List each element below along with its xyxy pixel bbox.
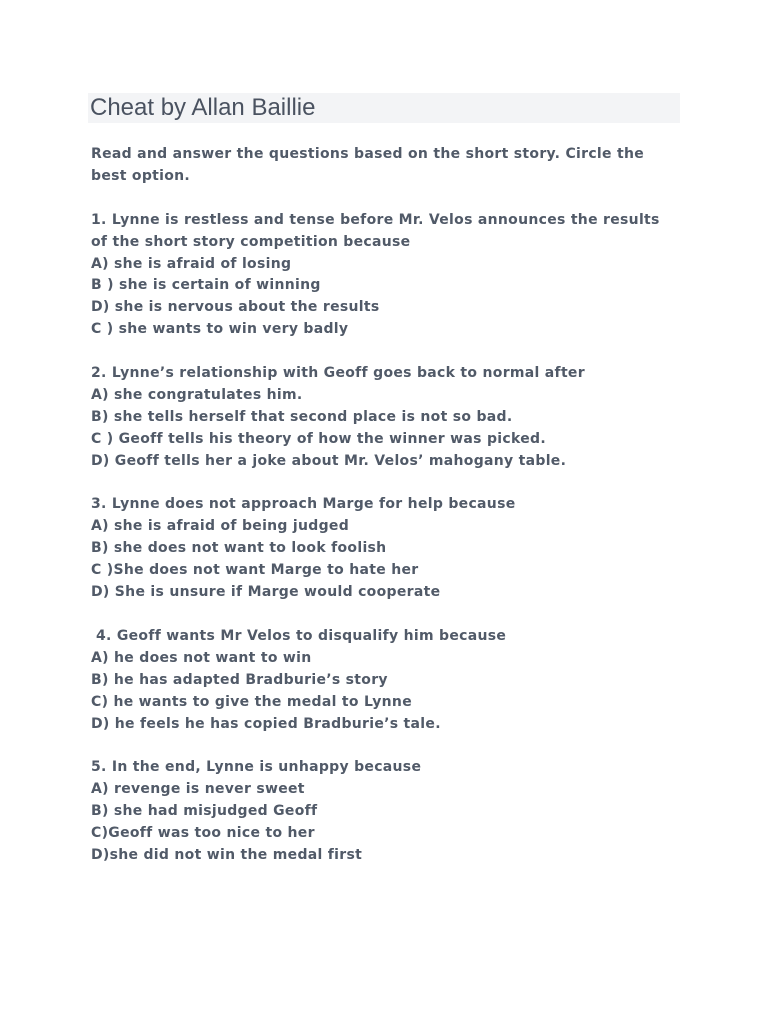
instructions-line: Read and answer the questions based on the short story. Circle the	[91, 146, 645, 162]
answer-option: A) revenge is never sweet	[91, 781, 305, 798]
question-stem: 5. In the end, Lynne is unhappy because	[91, 759, 422, 776]
title-bar	[88, 93, 680, 123]
instructions-line: best option.	[91, 167, 191, 184]
answer-option: B) she does not want to look foolish	[91, 540, 387, 557]
answer-option: A) she is afraid of losing	[91, 255, 292, 272]
answer-option: D)she did not win the medal first	[91, 846, 363, 863]
answer-option: D) he feels he has copied Bradburie’s tale.	[91, 715, 441, 732]
question-4	[91, 626, 691, 736]
answer-option: B) he has adapted Bradburie’s story	[91, 671, 388, 688]
answer-option: C)Geoff was too nice to her	[91, 825, 315, 842]
answer-option: B) she had misjudged Geoff	[91, 803, 318, 820]
document-title: Cheat by Allan Baillie	[90, 94, 316, 121]
answer-option: A) she congratulates him.	[91, 386, 303, 403]
question-stem: 4. Geoff wants Mr Velos to disqualify him because	[96, 627, 507, 644]
question-stem: 1. Lynne is restless and tense before Mr. Velos announces the results	[91, 211, 660, 228]
answer-option: A) he does not want to win	[91, 649, 312, 666]
answer-option: D) she is nervous about the results	[91, 299, 380, 316]
question-stem: 3. Lynne does not approach Marge for help because	[91, 496, 516, 513]
question-1	[91, 210, 691, 341]
answer-option: B) she tells herself that second place is not so bad.	[91, 408, 513, 425]
answer-option: D) She is unsure if Marge would cooperate	[91, 584, 441, 601]
question-3	[91, 494, 691, 604]
instructions	[91, 144, 691, 188]
answer-option: C ) Geoff tells his theory of how the winner was picked.	[91, 430, 546, 447]
answer-option: A) she is afraid of being judged	[91, 518, 350, 535]
answer-option: B ) she is certain of winning	[91, 277, 321, 294]
question-5	[91, 757, 691, 867]
question-2	[91, 363, 691, 473]
question-stem: 2. Lynne’s relationship with Geoff goes back to normal after	[91, 365, 585, 382]
answer-option: C ) she wants to win very badly	[91, 321, 349, 338]
document-body	[91, 144, 691, 889]
question-stem: of the short story competition because	[91, 233, 411, 250]
answer-option: D) Geoff tells her a joke about Mr. Velos’ mahogany table.	[91, 452, 567, 469]
answer-option: C )She does not want Marge to hate her	[91, 562, 419, 579]
answer-option: C) he wants to give the medal to Lynne	[91, 693, 412, 710]
